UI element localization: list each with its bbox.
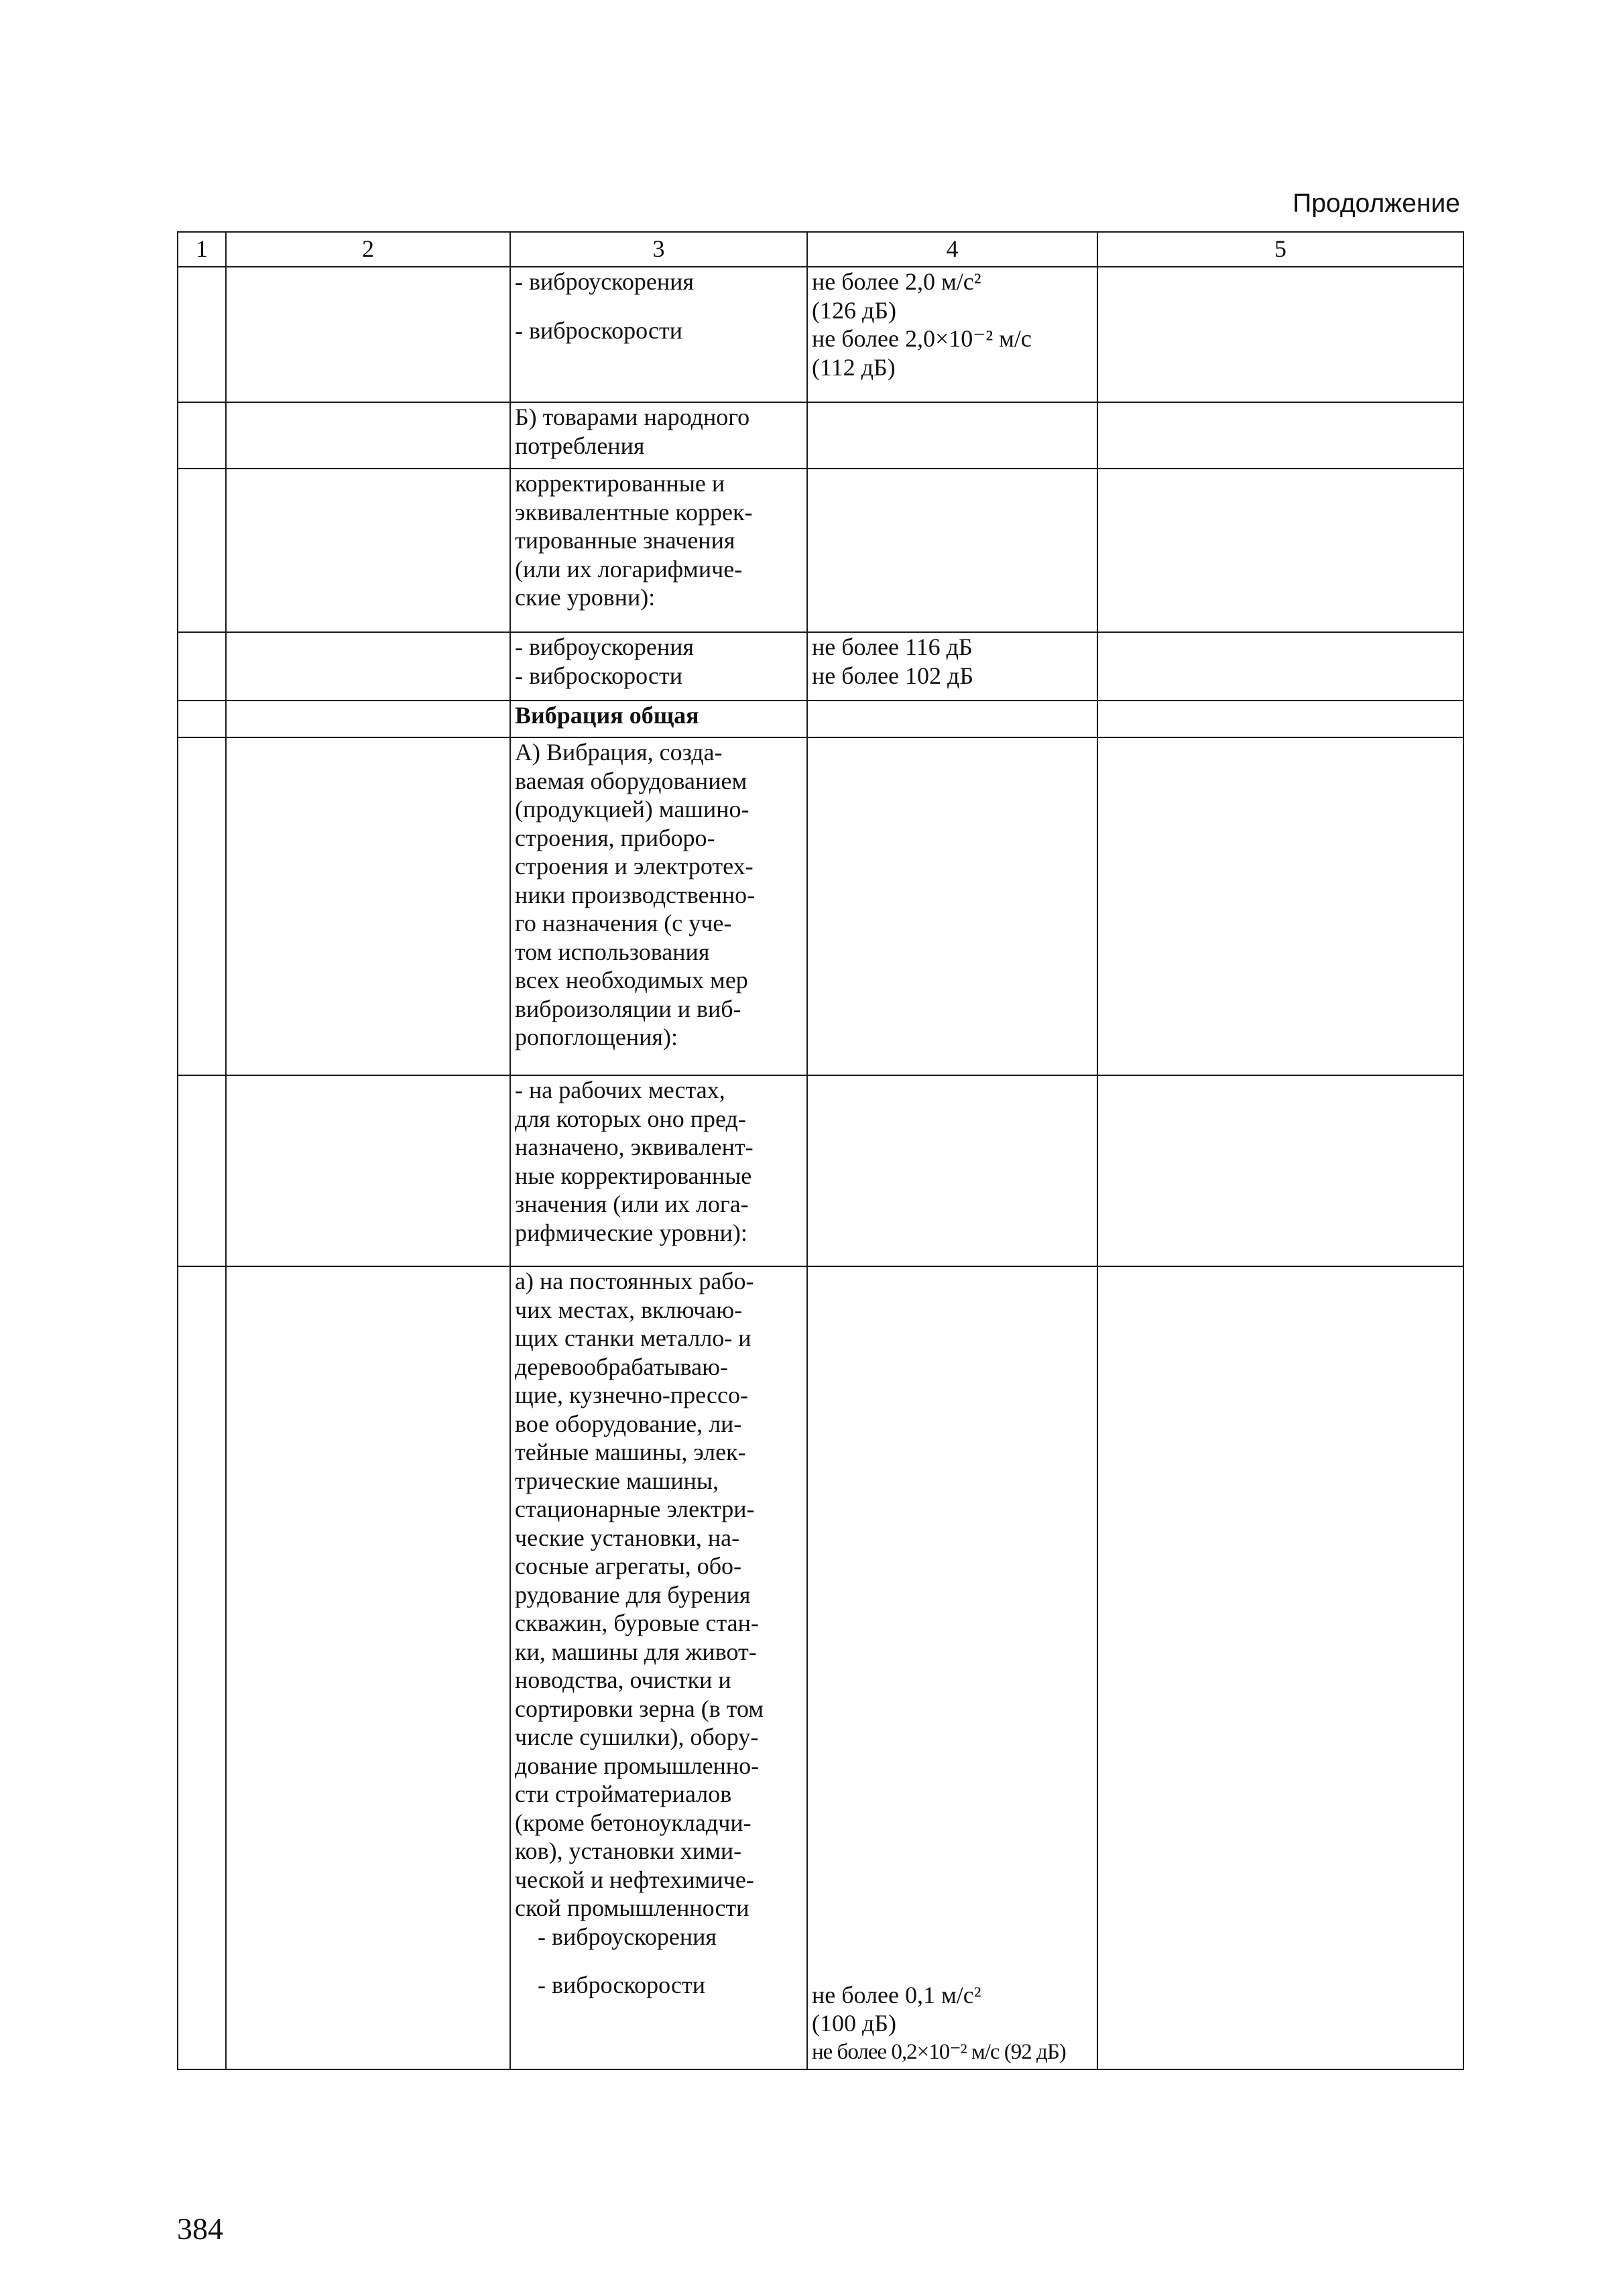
cell-col-1 [178,267,226,402]
table-row [178,267,1463,402]
header-col-3: 3 [510,232,807,267]
cell-col-3 [510,737,807,1075]
workplace-values-description: - на рабочих местах, для которых оно пред- назначено, эквивалент- ные корректированные значения (или их лога- рифмические уровни): [515,1077,754,1246]
cell-col-3 [510,632,807,701]
table-row [178,469,1463,632]
cell-col-4 [807,1075,1097,1266]
cell-col-1 [178,632,226,701]
parameter-acceleration: - виброускорения [515,633,694,660]
cell-col-4 [807,402,1097,469]
cell-col-3 [510,267,807,402]
cell-col-3 [510,469,807,632]
cell-col-2 [226,402,510,469]
cell-col-2 [226,1266,510,2069]
cell-col-2 [226,1075,510,1266]
cell-col-5 [1097,1266,1463,2069]
table-row [178,701,1463,737]
cell-col-5 [1097,701,1463,737]
parameter-acceleration: - виброускорения [515,268,694,295]
cell-col-4 [807,469,1097,632]
norms-table [177,231,1464,2070]
cell-col-4 [807,1266,1097,2069]
parameter-acceleration: - виброускорения [538,1923,717,1950]
cell-col-4 [807,737,1097,1075]
limit-velocity: не более 102 дБ [812,662,973,689]
cell-col-1 [178,402,226,469]
table-header-row [178,232,1463,267]
cell-col-3 [510,1266,807,2069]
limit-acceleration: не более 0,1 м/с² (100 дБ) [812,1981,981,2037]
corrected-values-description: корректированные и эквивалентные коррек- тированные значения (или их логарифмиче- ские уровни): [515,470,753,611]
cell-col-1 [178,469,226,632]
limit-acceleration: не более 116 дБ [812,633,973,660]
limit-velocity: не более 0,2×10⁻² м/с (92 дБ) [812,2039,1066,2064]
equipment-vibration-description: А) Вибрация, созда- ваемая оборудованием (продукцией) машино- строения, приборо- строения и электротех- ники производственно- го назначения (с уче- том использования всех необходимых мер виброизоляции и виб- ропоглощения): [515,739,756,1050]
cell-col-1 [178,1075,226,1266]
cell-col-2 [226,701,510,737]
cell-col-5 [1097,737,1463,1075]
cell-col-5 [1097,469,1463,632]
cell-col-4 [807,267,1097,402]
cell-col-2 [226,632,510,701]
cell-col-1 [178,701,226,737]
header-col-5: 5 [1097,232,1463,267]
section-consumer-goods: Б) товарами народного потребления [515,404,750,459]
table-row [178,737,1463,1075]
cell-col-5 [1097,632,1463,701]
cell-col-3 [510,402,807,469]
parameter-velocity: - виброскорости [515,662,682,689]
table-row [178,402,1463,469]
table-row [178,1266,1463,2069]
parameter-velocity: - виброскорости [538,1972,705,1998]
cell-col-2 [226,737,510,1075]
cell-col-2 [226,469,510,632]
cell-col-1 [178,1266,226,2069]
header-col-1: 1 [178,232,226,267]
limit-acceleration: не более 2,0 м/с² (126 дБ) [812,268,981,324]
cell-col-5 [1097,267,1463,402]
cell-col-1 [178,737,226,1075]
permanent-workplaces-description: а) на постоянных рабо- чих местах, включаю- щих станки металло- и деревообрабатываю- щие, кузнечно-прессо- вое оборудование, ли- тейные машины, элек- трические машины, стационарные электри- ческие установки, на- сосные агрегаты, обо- рудование для бурения скважин, буровые стан- ки, машины для живот- новодства, очистки и сортировки зерна (в том числе сушилки), обору- дование промышленно- сти стройматериалов (кроме бетоноукладчи- ков), установки хими- ческой и нефтехимиче- ской промышленности [515,1268,764,1921]
header-col-2: 2 [226,232,510,267]
table-row [178,1075,1463,1266]
cell-col-5 [1097,1075,1463,1266]
cell-col-4 [807,632,1097,701]
table-row [178,632,1463,701]
cell-col-3 [510,701,807,737]
page-number: 384 [177,2212,223,2246]
section-heading-general-vibration: Вибрация общая [515,702,699,729]
header-col-4: 4 [807,232,1097,267]
cell-col-2 [226,267,510,402]
parameter-velocity: - виброскорости [515,316,682,344]
cell-col-4 [807,701,1097,737]
continuation-label: Продолжение [1293,189,1460,218]
cell-col-3 [510,1075,807,1266]
limit-velocity: не более 2,0×10⁻² м/с (112 дБ) [812,325,1032,381]
cell-col-5 [1097,402,1463,469]
